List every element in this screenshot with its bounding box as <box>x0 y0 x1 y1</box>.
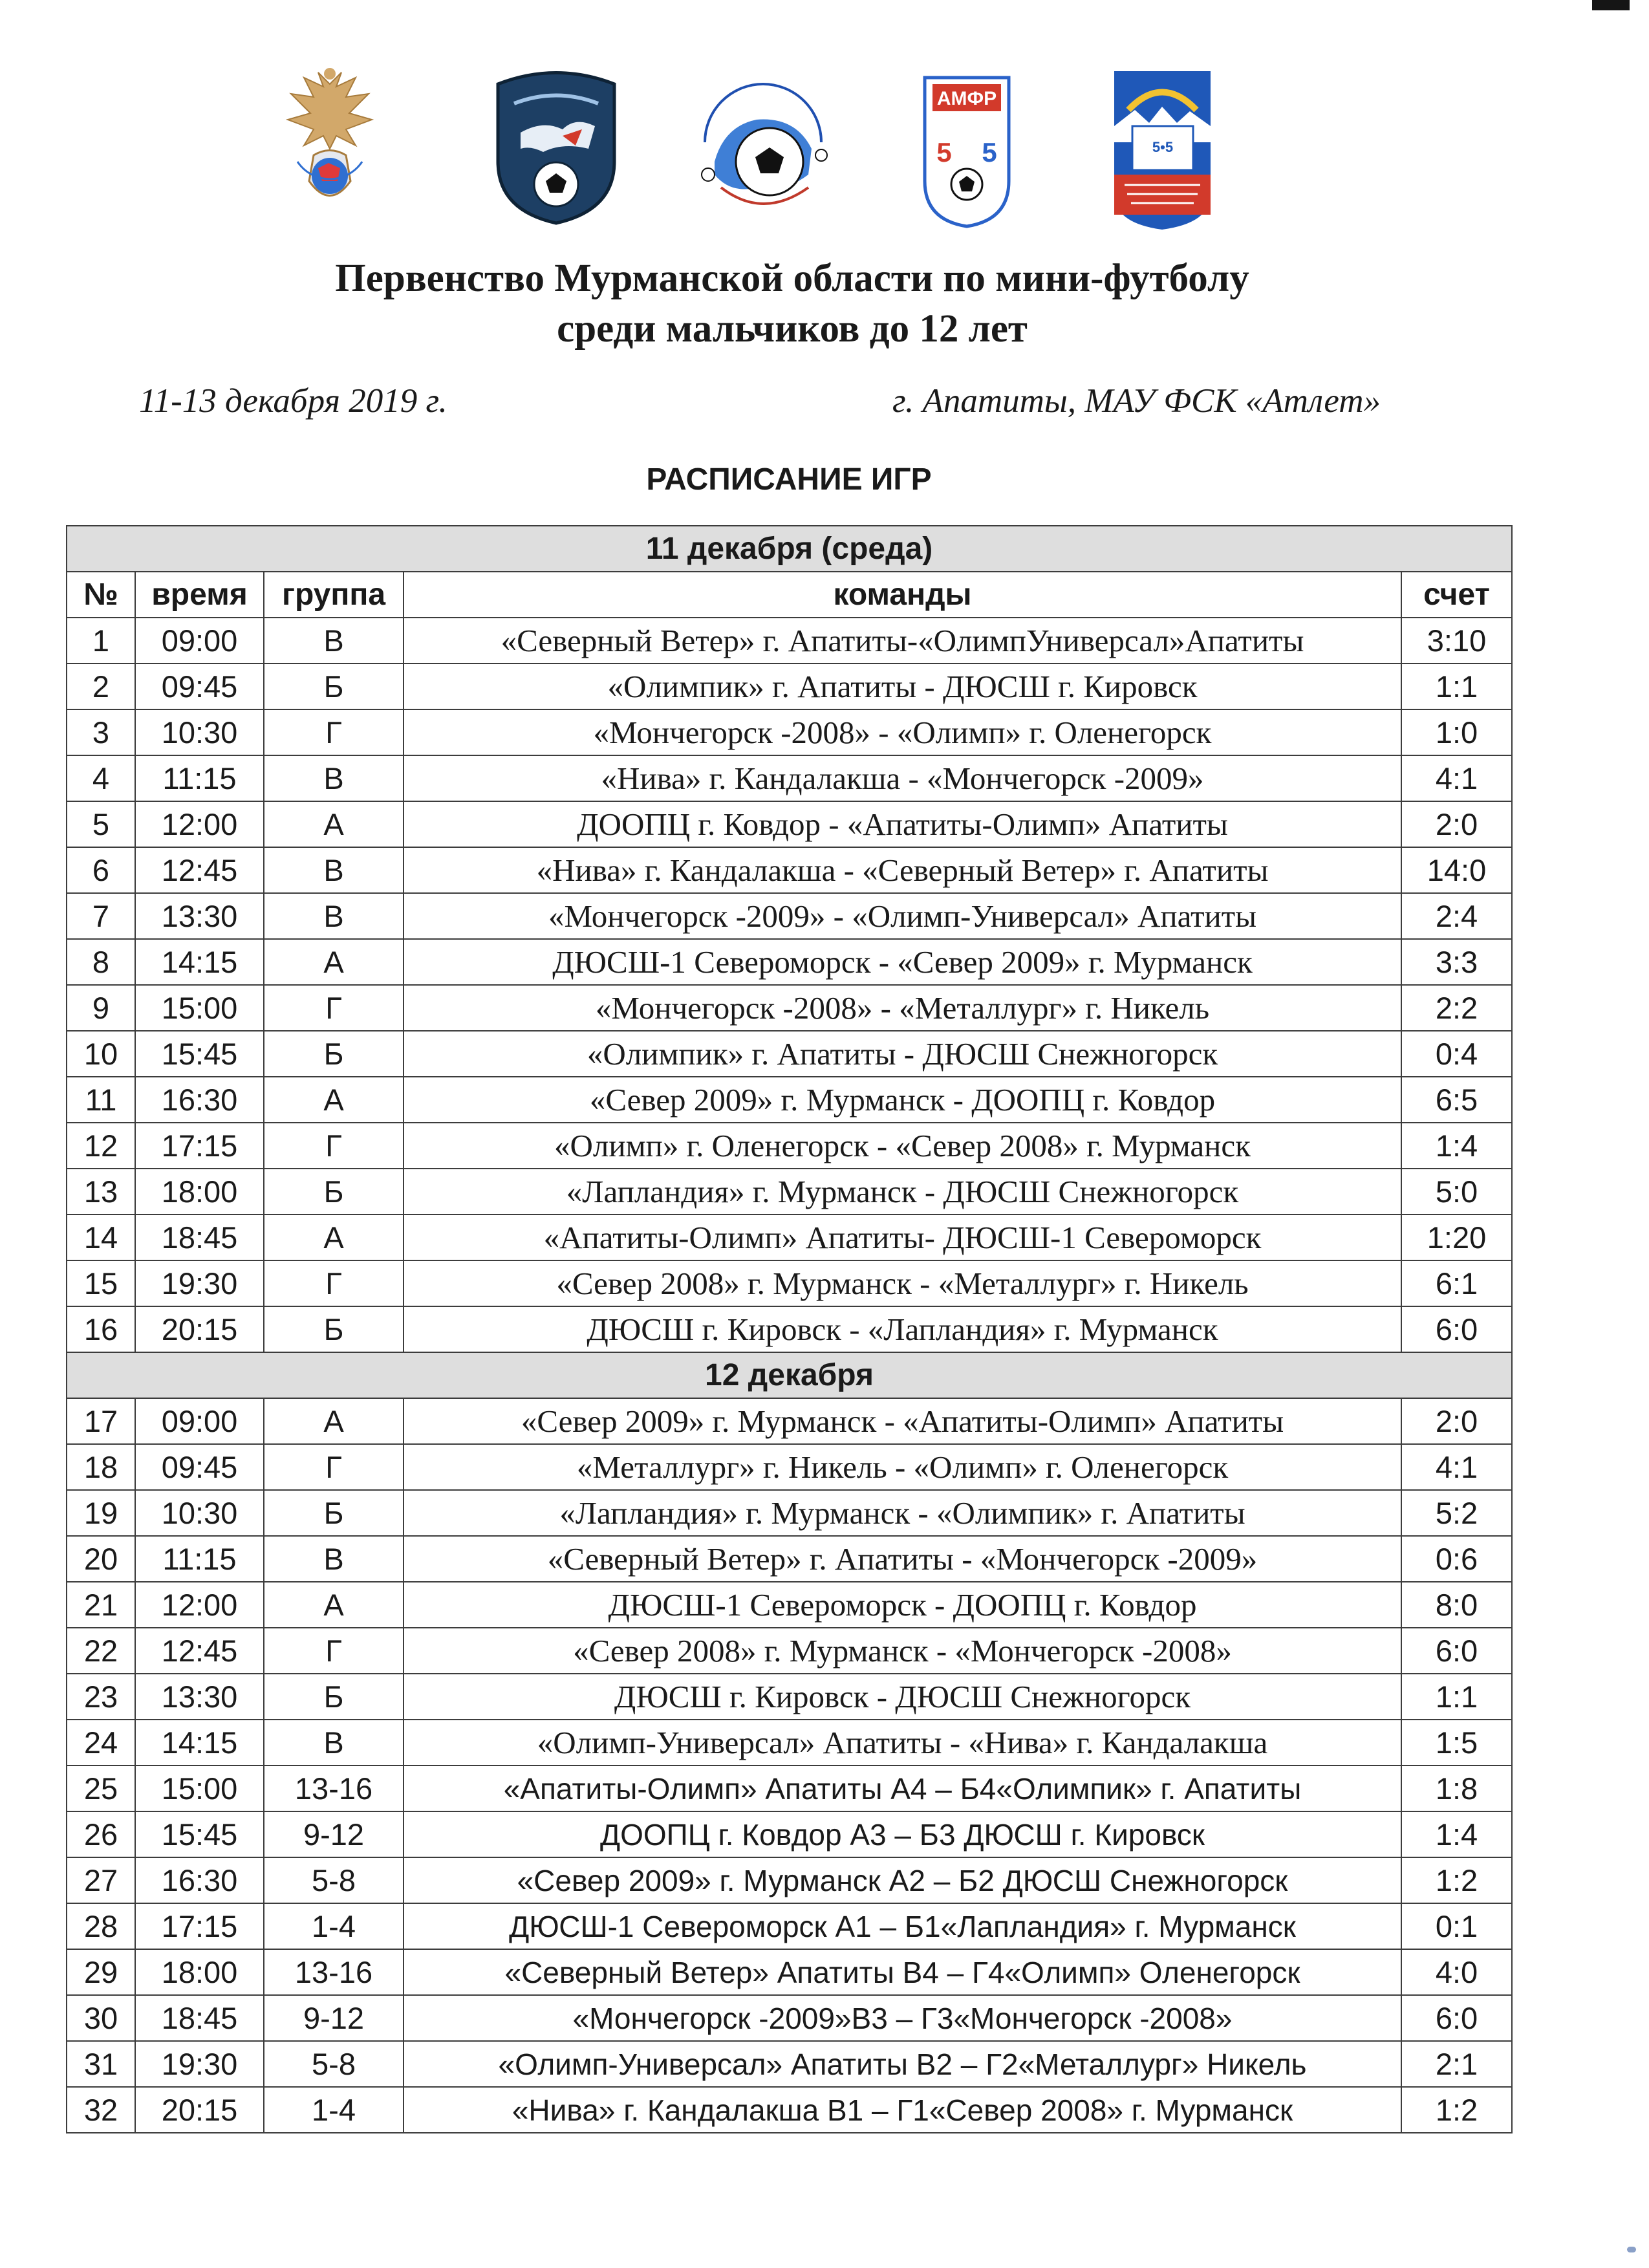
game-teams: ДООПЦ г. Ковдор - «Апатиты-Олимп» Апатиты <box>404 801 1401 847</box>
game-time: 14:15 <box>135 939 264 985</box>
game-score: 6:0 <box>1401 1306 1512 1352</box>
game-time: 18:00 <box>135 1169 264 1215</box>
game-time: 11:15 <box>135 1536 264 1582</box>
game-score: 2:2 <box>1401 985 1512 1031</box>
column-header: группа <box>264 572 404 618</box>
game-time: 18:45 <box>135 1215 264 1260</box>
game-score: 1:2 <box>1401 2087 1512 2133</box>
game-teams: «Нива» г. Кандалакша - «Мончегорск -2009» <box>404 755 1401 801</box>
game-time: 19:30 <box>135 2041 264 2087</box>
game-teams: «Мончегорск -2009»В3 – Г3«Мончегорск -2008» <box>404 1995 1401 2041</box>
game-teams: «Север 2009» г. Мурманск - «Апатиты-Олимп» Апатиты <box>404 1398 1401 1444</box>
table-row <box>67 1628 1512 1674</box>
game-time: 09:00 <box>135 1398 264 1444</box>
game-group: 5-8 <box>264 2041 404 2087</box>
game-score: 0:4 <box>1401 1031 1512 1077</box>
game-score: 6:1 <box>1401 1260 1512 1306</box>
game-group: А <box>264 1077 404 1123</box>
game-score: 5:0 <box>1401 1169 1512 1215</box>
day-header-row <box>67 526 1512 572</box>
game-teams: «Апатиты-Олимп» Апатиты- ДЮСШ-1 Североморск <box>404 1215 1401 1260</box>
game-group: 1-4 <box>264 1903 404 1949</box>
game-number: 32 <box>67 2087 135 2133</box>
game-number: 14 <box>67 1215 135 1260</box>
game-score: 3:3 <box>1401 939 1512 985</box>
game-group: Б <box>264 1169 404 1215</box>
game-number: 18 <box>67 1444 135 1490</box>
game-number: 31 <box>67 2041 135 2087</box>
game-number: 19 <box>67 1490 135 1536</box>
game-number: 11 <box>67 1077 135 1123</box>
table-row <box>67 1582 1512 1628</box>
game-group: Б <box>264 1674 404 1720</box>
game-teams: «Лапландия» г. Мурманск - «Олимпик» г. Апатиты <box>404 1490 1401 1536</box>
game-score: 1:2 <box>1401 1857 1512 1903</box>
game-group: В <box>264 893 404 939</box>
game-score: 0:1 <box>1401 1903 1512 1949</box>
game-number: 15 <box>67 1260 135 1306</box>
murmansk-football-federation-logo <box>685 65 841 233</box>
game-teams: «Северный Ветер» г. Апатиты - «Мончегорск -2009» <box>404 1536 1401 1582</box>
game-time: 15:45 <box>135 1031 264 1077</box>
game-group: А <box>264 1215 404 1260</box>
scan-corner-mark <box>1592 0 1630 10</box>
schedule-table <box>66 525 1513 2133</box>
game-teams: ДЮСШ-1 Североморск - «Север 2009» г. Мурманск <box>404 939 1401 985</box>
game-score: 1:20 <box>1401 1215 1512 1260</box>
game-time: 13:30 <box>135 1674 264 1720</box>
table-row <box>67 1490 1512 1536</box>
column-header-row <box>67 572 1512 618</box>
table-row <box>67 1031 1512 1077</box>
game-group: 13-16 <box>264 1949 404 1995</box>
game-time: 09:45 <box>135 664 264 709</box>
event-venue: г. Апатиты, МАУ ФСК «Атлет» <box>892 382 1381 420</box>
game-group: 5-8 <box>264 1857 404 1903</box>
game-teams: ДЮСШ-1 Североморск А1 – Б1«Лапландия» г. Мурманск <box>404 1903 1401 1949</box>
game-score: 4:0 <box>1401 1949 1512 1995</box>
game-group: Г <box>264 985 404 1031</box>
game-number: 25 <box>67 1766 135 1811</box>
day-header-row <box>67 1352 1512 1398</box>
game-number: 27 <box>67 1857 135 1903</box>
game-score: 1:4 <box>1401 1811 1512 1857</box>
game-number: 12 <box>67 1123 135 1169</box>
game-group: Г <box>264 1628 404 1674</box>
game-number: 17 <box>67 1398 135 1444</box>
game-time: 20:15 <box>135 2087 264 2133</box>
game-score: 4:1 <box>1401 755 1512 801</box>
game-teams: «Нива» г. Кандалакша В1 – Г1«Север 2008» г. Мурманск <box>404 2087 1401 2133</box>
game-time: 09:45 <box>135 1444 264 1490</box>
game-time: 17:15 <box>135 1903 264 1949</box>
game-score: 5:2 <box>1401 1490 1512 1536</box>
game-number: 20 <box>67 1536 135 1582</box>
game-number: 9 <box>67 985 135 1031</box>
game-score: 1:8 <box>1401 1766 1512 1811</box>
amfr-logo <box>918 65 1015 233</box>
table-row <box>67 893 1512 939</box>
game-number: 1 <box>67 618 135 664</box>
game-group: Г <box>264 709 404 755</box>
game-group: Б <box>264 1306 404 1352</box>
game-score: 6:0 <box>1401 1628 1512 1674</box>
game-number: 29 <box>67 1949 135 1995</box>
table-row <box>67 847 1512 893</box>
svg-text:5: 5 <box>982 137 997 167</box>
game-teams: «Север 2008» г. Мурманск - «Мончегорск -2008» <box>404 1628 1401 1674</box>
table-row <box>67 2041 1512 2087</box>
game-group: Б <box>264 664 404 709</box>
game-group: Г <box>264 1123 404 1169</box>
table-row <box>67 1674 1512 1720</box>
game-score: 14:0 <box>1401 847 1512 893</box>
game-time: 13:30 <box>135 893 264 939</box>
game-group: В <box>264 1720 404 1766</box>
game-time: 10:30 <box>135 709 264 755</box>
game-score: 2:4 <box>1401 893 1512 939</box>
game-group: А <box>264 939 404 985</box>
event-dates: 11-13 декабря 2019 г. <box>139 382 447 420</box>
game-number: 5 <box>67 801 135 847</box>
table-row <box>67 1811 1512 1857</box>
game-group: Г <box>264 1260 404 1306</box>
game-time: 19:30 <box>135 1260 264 1306</box>
table-row <box>67 1306 1512 1352</box>
game-group: А <box>264 1582 404 1628</box>
game-group: 9-12 <box>264 1811 404 1857</box>
game-number: 22 <box>67 1628 135 1674</box>
game-number: 30 <box>67 1995 135 2041</box>
game-number: 7 <box>67 893 135 939</box>
game-group: В <box>264 618 404 664</box>
game-group: Б <box>264 1031 404 1077</box>
game-group: Г <box>264 1444 404 1490</box>
table-row <box>67 1536 1512 1582</box>
game-number: 4 <box>67 755 135 801</box>
column-header: счет <box>1401 572 1512 618</box>
table-row <box>67 1903 1512 1949</box>
game-teams: «Лапландия» г. Мурманск - ДЮСШ Снежногорск <box>404 1169 1401 1215</box>
table-row <box>67 1766 1512 1811</box>
game-time: 10:30 <box>135 1490 264 1536</box>
game-teams: ДЮСШ г. Кировск - ДЮСШ Снежногорск <box>404 1674 1401 1720</box>
logo-strip <box>272 65 1255 233</box>
table-row <box>67 709 1512 755</box>
northwest-football-union-logo <box>485 65 627 233</box>
game-group: В <box>264 755 404 801</box>
game-teams: «Север 2009» г. Мурманск А2 – Б2 ДЮСШ Снежногорск <box>404 1857 1401 1903</box>
game-teams: ДЮСШ г. Кировск - «Лапландия» г. Мурманск <box>404 1306 1401 1352</box>
game-number: 21 <box>67 1582 135 1628</box>
game-number: 26 <box>67 1811 135 1857</box>
game-score: 1:1 <box>1401 1674 1512 1720</box>
game-time: 18:45 <box>135 1995 264 2041</box>
game-score: 1:1 <box>1401 664 1512 709</box>
game-teams: ДЮСШ-1 Североморск - ДООПЦ г. Ковдор <box>404 1582 1401 1628</box>
game-group: 9-12 <box>264 1995 404 2041</box>
table-row <box>67 985 1512 1031</box>
game-group: В <box>264 847 404 893</box>
game-time: 15:00 <box>135 1766 264 1811</box>
table-row <box>67 1995 1512 2041</box>
game-teams: «Олимп» г. Оленегорск - «Север 2008» г. Мурманск <box>404 1123 1401 1169</box>
game-time: 17:15 <box>135 1123 264 1169</box>
game-number: 2 <box>67 664 135 709</box>
game-number: 24 <box>67 1720 135 1766</box>
game-score: 0:6 <box>1401 1536 1512 1582</box>
game-number: 16 <box>67 1306 135 1352</box>
column-header: команды <box>404 572 1401 618</box>
svg-text:5•5: 5•5 <box>1152 139 1174 155</box>
schedule-table-body <box>67 526 1512 2133</box>
table-row <box>67 1215 1512 1260</box>
game-score: 3:10 <box>1401 618 1512 664</box>
game-time: 15:00 <box>135 985 264 1031</box>
table-row <box>67 618 1512 664</box>
game-score: 2:0 <box>1401 1398 1512 1444</box>
amfmo-logo <box>1109 65 1216 233</box>
game-score: 6:5 <box>1401 1077 1512 1123</box>
table-row <box>67 755 1512 801</box>
svg-text:АМФР: АМФР <box>936 88 997 109</box>
game-group: Б <box>264 1490 404 1536</box>
game-teams: «Нива» г. Кандалакша - «Северный Ветер» г. Апатиты <box>404 847 1401 893</box>
game-time: 12:45 <box>135 1628 264 1674</box>
table-row <box>67 1444 1512 1490</box>
game-number: 8 <box>67 939 135 985</box>
game-teams: «Север 2008» г. Мурманск - «Металлург» г. Никель <box>404 1260 1401 1306</box>
game-time: 11:15 <box>135 755 264 801</box>
game-teams: «Мончегорск -2008» - «Металлург» г. Никель <box>404 985 1401 1031</box>
game-time: 15:45 <box>135 1811 264 1857</box>
game-teams: ДООПЦ г. Ковдор А3 – Б3 ДЮСШ г. Кировск <box>404 1811 1401 1857</box>
game-time: 12:00 <box>135 801 264 847</box>
game-score: 2:0 <box>1401 801 1512 847</box>
russian-football-union-logo <box>278 65 382 233</box>
table-row <box>67 1949 1512 1995</box>
game-time: 12:00 <box>135 1582 264 1628</box>
game-score: 6:0 <box>1401 1995 1512 2041</box>
table-row <box>67 1720 1512 1766</box>
game-score: 1:4 <box>1401 1123 1512 1169</box>
column-header: время <box>135 572 264 618</box>
game-time: 09:00 <box>135 618 264 664</box>
table-row <box>67 664 1512 709</box>
day-label: 11 декабря (среда) <box>67 526 1512 572</box>
game-teams: «Мончегорск -2009» - «Олимп-Универсал» Апатиты <box>404 893 1401 939</box>
document-title-line2: среди мальчиков до 12 лет <box>557 307 1028 351</box>
game-time: 16:30 <box>135 1077 264 1123</box>
game-group: А <box>264 1398 404 1444</box>
game-teams: «Северный Ветер» Апатиты В4 – Г4«Олимп» Оленегорск <box>404 1949 1401 1995</box>
game-group: 1-4 <box>264 2087 404 2133</box>
game-number: 3 <box>67 709 135 755</box>
game-teams: «Олимп-Универсал» Апатиты - «Нива» г. Кандалакша <box>404 1720 1401 1766</box>
game-time: 18:00 <box>135 1949 264 1995</box>
table-row <box>67 939 1512 985</box>
game-number: 6 <box>67 847 135 893</box>
document-title-line1: Первенство Мурманской области по мини-футболу <box>335 257 1249 300</box>
game-time: 16:30 <box>135 1857 264 1903</box>
game-teams: «Север 2009» г. Мурманск - ДООПЦ г. Ковдор <box>404 1077 1401 1123</box>
game-time: 14:15 <box>135 1720 264 1766</box>
schedule-heading: РАСПИСАНИЕ ИГР <box>646 462 932 497</box>
game-number: 28 <box>67 1903 135 1949</box>
game-group: А <box>264 801 404 847</box>
game-group: 13-16 <box>264 1766 404 1811</box>
game-teams: «Олимп-Универсал» Апатиты В2 – Г2«Металлург» Никель <box>404 2041 1401 2087</box>
game-teams: «Металлург» г. Никель - «Олимп» г. Оленегорск <box>404 1444 1401 1490</box>
game-teams: «Мончегорск -2008» - «Олимп» г. Оленегорск <box>404 709 1401 755</box>
column-header: № <box>67 572 135 618</box>
game-score: 8:0 <box>1401 1582 1512 1628</box>
table-row <box>67 1077 1512 1123</box>
game-number: 13 <box>67 1169 135 1215</box>
game-teams: «Олимпик» г. Апатиты - ДЮСШ Снежногорск <box>404 1031 1401 1077</box>
game-score: 2:1 <box>1401 2041 1512 2087</box>
game-time: 20:15 <box>135 1306 264 1352</box>
game-teams: «Олимпик» г. Апатиты - ДЮСШ г. Кировск <box>404 664 1401 709</box>
svg-text:5: 5 <box>936 137 952 167</box>
game-teams: «Апатиты-Олимп» Апатиты А4 – Б4«Олимпик» г. Апатиты <box>404 1766 1401 1811</box>
scan-artifact-dot <box>1627 2247 1636 2252</box>
game-teams: «Северный Ветер» г. Апатиты-«ОлимпУниверсал»Апатиты <box>404 618 1401 664</box>
table-row <box>67 1857 1512 1903</box>
table-row <box>67 1260 1512 1306</box>
game-score: 4:1 <box>1401 1444 1512 1490</box>
table-row <box>67 1398 1512 1444</box>
game-number: 10 <box>67 1031 135 1077</box>
day-label: 12 декабря <box>67 1352 1512 1398</box>
table-row <box>67 2087 1512 2133</box>
game-score: 1:0 <box>1401 709 1512 755</box>
table-row <box>67 1169 1512 1215</box>
game-group: В <box>264 1536 404 1582</box>
game-time: 12:45 <box>135 847 264 893</box>
table-row <box>67 801 1512 847</box>
table-row <box>67 1123 1512 1169</box>
game-score: 1:5 <box>1401 1720 1512 1766</box>
game-number: 23 <box>67 1674 135 1720</box>
